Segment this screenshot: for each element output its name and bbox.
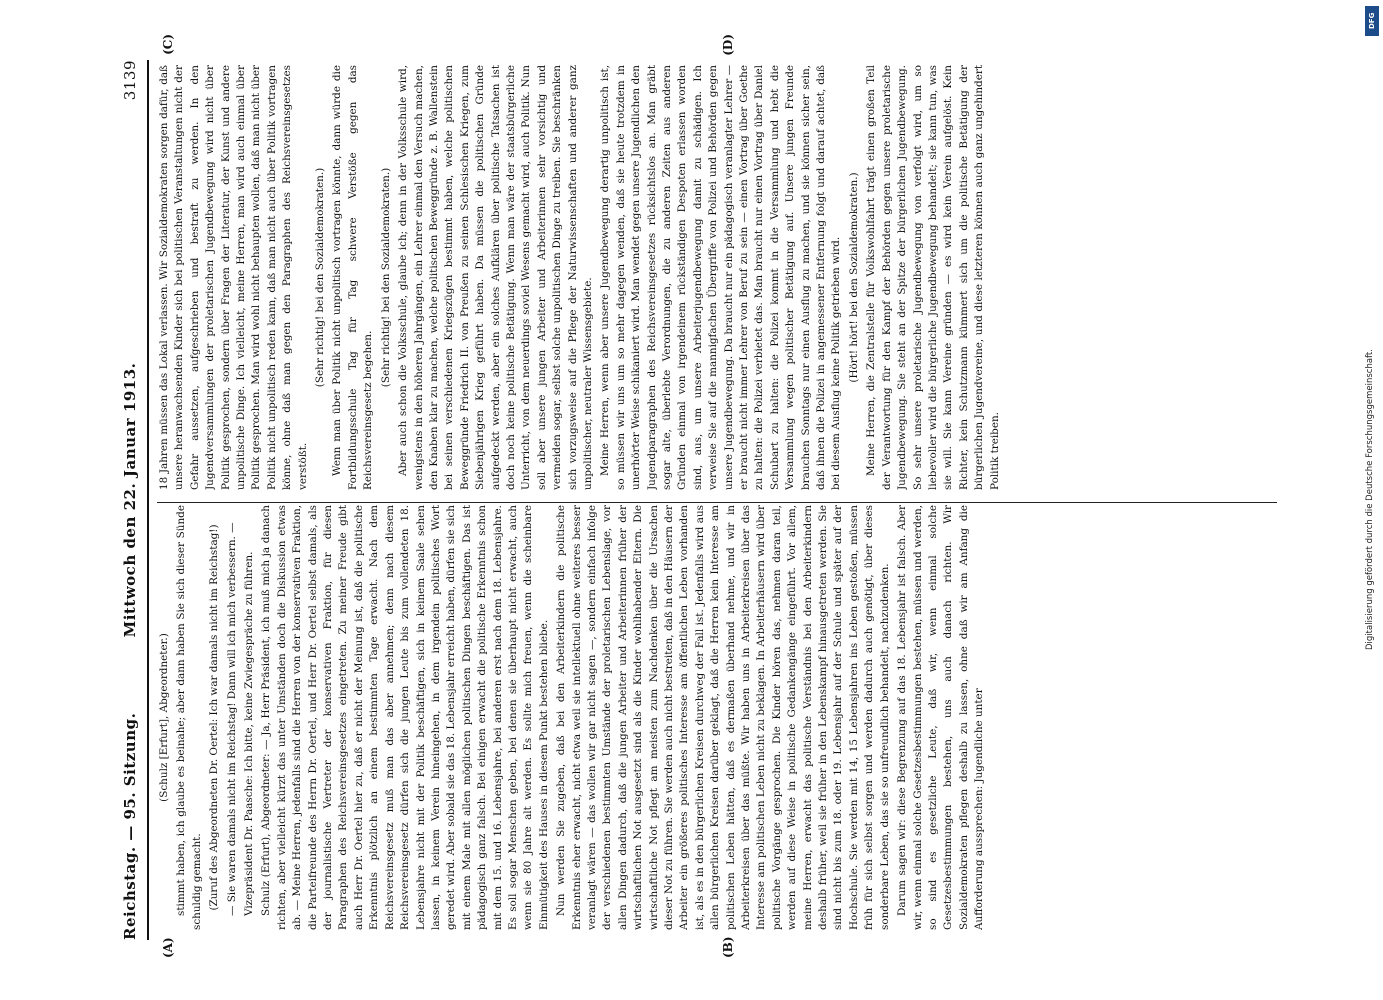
paragraph: (Hört! hört! bei den Sozialdemokraten.) [847, 172, 860, 383]
right-text-column [157, 65, 1277, 490]
dfg-logo: DFG [1365, 6, 1379, 36]
margin-marker-c: (C) [161, 34, 175, 55]
header-date: Mittwoch den 22. Januar 1913. [121, 362, 139, 638]
paragraph: Meine Herren, die Zentralstelle für Volkswohlfahrt trägt einen großen Teil der Verantwortung für den Kampf der Behörden gegen unsere proletarische Jugendbewegung. Sie steht an der Spitze der bürgerlichen Jugendbewegung. So sehr unsere proletarische Jugendbewegung von verfolgt wird, um so liebevoller wird die bürgerliche Jugendbewegung behandelt; sie kann tun, was sie will. Sie kann Vereine gründen — es wird kein Verein aufgelöst. Kein Richter, kein Schutzmann kümmert sich um die politische Betätigung der bürgerlichen Jugendvereine, und diese letzteren können auch ganz ungehindert Politik treiben. [865, 65, 1001, 490]
paragraph: Vizepräsident Dr. Paasche: Ich bitte, keine Zwiegespräche zu führen. [243, 551, 256, 916]
rotated-page [81, 30, 1301, 970]
paragraph: 18 Jahren müssen das Lokal verlassen. Wir Sozialdemokraten sorgen dafür, daß unsere heranwachsenden Kinder sich bei politischen Veranstaltungen nicht der Gefahr aussetzen, aufgeschrieben und bestraft zu werden. In den Jugendversammlungen der proletarischen Jugendbewegung wird nicht über Politik gesprochen, sondern über Fragen der Literatur, der Kunst und andere unpolitische Dinge. Ich vielleicht, meine Herren, man wird auch einmal über Politik gesprochen. Man wird wohl nicht behaupten wollen, daß man nicht über Politik nicht unpolitisch reden kann, daß man nicht auch über Politik vortragen könne, ohne daß man gegen den Paragraphen des Reichsvereinsgesetzes verstößt. [158, 65, 309, 490]
paragraph: (Zuruf des Abgeordneten Dr. Oertel: Ich war damals nicht im Reichstag!) [208, 524, 221, 911]
header-left: Reichstag. — 95. Sitzung. [121, 712, 139, 940]
paragraph: (Sehr richtig! bei den Sozialdemokraten.) [379, 167, 392, 388]
paragraph: (Sehr richtig! bei den Sozialdemokraten.) [314, 167, 327, 388]
column-divider [157, 502, 1277, 503]
paragraph: Schulz (Erfurt), Abgeordneter: — Ja, Herr Präsident, ich muß mich ja danach richten, aber vielleicht kürzt das unter Umständen doch die Diskussion etwas ab. — Meine Herren, jedenfalls sind die Herren von der konservativen Fraktion, die Parteifreunde des Herrn Dr. Oertel, und Herr Dr. Oertel selbst damals, als der journalistische Vertreter der konservativen Fraktion, für diesen Paragraphen des Reichsvereinsgesetzes eingetreten. Zu meiner Freude gibt auch Herr Dr. Oertel hier zu, daß er nicht der Meinung ist, daß die politische Erkenntnis plötzlich an einem bestimmten Tage erwacht. Nach dem Reichsvereinsgesetz muß man das aber annehmen; denn nach diesem Reichsvereinsgesetz dürfen sich die jungen Leute bis zum vollendeten 18. Lebensjahre nicht mit der Politik beschäftigen, sich in keinem Saale sehen lassen, in keinem Verein hineingehen, in dem irgendein politisches Wort geredet wird. Aber sobald sie das 18. Lebensjahr erreicht haben, dürfen sie sich mit einem Male mit allen möglichen politischen Dingen beschäftigen. Das ist pädagogisch ganz falsch. Bei einigen erwacht die politische Erkenntnis schon mit dem 15. und 16. Lebensjahre, bei anderen erst nach dem 18. Lebensjahre. Es soll sogar Menschen geben, bei denen sie überhaupt nicht erwacht, auch wenn sie 80 Jahre alt werden. Es sollte mich freuen, wenn die scheinbare Einmütigkeit des Hauses in diesem Punkt bestehen bliebe. [260, 505, 550, 930]
header-rule [147, 60, 149, 940]
paragraph: Nun werden Sie zugeben, daß bei den Arbeiterkindern die politische Erkenntnis eher erwacht, nicht etwa weil sie intellektuell ohne weiteres besser veranlagt wären — das wollen wir gar nicht sagen —, sondern einfach infolge der verschiedenen bestimmten Umstände der proletarischen Lebenslage, vor allen Dingen dadurch, daß die jungen Arbeiter und Arbeiterinnen früher der wirtschaftlichen Not ausgesetzt sind als die Kinder wohlhabender Eltern. Die wirtschaftliche Not pflegt am meisten zum Nachdenken über die Ursachen dieser Not zu führen. Sie werden auch nicht bestreiten, daß in den Häusern der Arbeiter ein größeres politisches Interesse am öffentlichen Leben vorhanden ist, als es in den bürgerlichen Kreisen durchweg der Fall ist. Jedenfalls wird aus allen bürgerlichen Kreisen darüber geklagt, daß die Herren kein Interesse am politischen Leben hätten, daß es dermaßen überhand nehme, und wir in Arbeiterkreisen über das müßte. Wir haben uns in Arbeiterkreisen über das Interesse am politischen Leben nicht zu beklagen. In Arbeiterhäusern wird über politische Vorgänge gesprochen. Die Kinder hören das, nehmen daran teil, werden auf diese Weise in politische Gedankengänge eingeführt. Vor allem, meine Herren, erwacht das politische Verständnis bei den Arbeiterkindern deshalb früher, weil sie früher in den Lebenskampf hinausgetreten werden. Sie sind nicht bis zum 18. oder 19. Lebensjahr auf der Schule und später auf der Hochschule. Sie werden mit 14, 15 Lebensjahren ins Leben gestoßen, müssen früh für sich selbst sorgen und werden dadurch auch genötigt, über dieses sonderbare Leben, das sie so unfreundlich behandelt, nachzudenken. [555, 505, 891, 930]
paragraph: — Sie waren damals nicht im Reichstag! Dann will ich mich verbessern. — [225, 522, 238, 916]
paragraph: Meine Herren, wenn aber unsere Jugendbewegung derartig unpolitisch ist, so müssen wir uns um so mehr dagegen wenden, daß sie heute trotzdem in unerhörter Weise schikaniert wird. Man wendet gegen unsere Jugendlichen den Jugendparagraphen des Reichsvereinsgesetzes rücksichtslos an. Man gräbt sogar alte, überlebte Verordnungen, die zu anderen Zeiten aus anderen Gründen einmal von irgendeinem rückständigen Despoten erlassen worden sind, aus, um unsere Arbeiterjugendbewegung damit zu schädigen. Ich verweise Sie auf die mannigfachen Übergriffe von Polizei und Behörden gegen unsere Jugendbewegung. Da braucht nur ein pädagogisch veranlagter Lehrer — er braucht nicht immer Lehrer von Beruf zu sein — einen Vortrag über Goethe zu halten: die Polizei verbietet das. Man braucht nur einen Vortrag über Daniel Schubart zu halten: die Polizei kommt in die Versammlung und hebt die Versammlung wegen politischer Betätigung auf. Unsere jungen Freunde brauchen Sonntags nur einen Ausflug zu machen, und sie können sicher sein, daß ihnen die Polizei in angemessener Entfernung folgt und darauf achtet, daß bei diesem Ausflug keine Politik getrieben wird. [599, 65, 843, 490]
paragraph: (Schulz [Erfurt], Abgeordneter.) [158, 633, 170, 802]
margin-marker-d: (D) [721, 34, 735, 56]
margin-marker-a: (A) [161, 937, 175, 958]
paragraph: stimmt haben, ich glaube es beinahe; aber dann haben Sie sich dieser Sünde schuldig gemacht. [175, 505, 203, 930]
page-number: 3139 [121, 60, 139, 101]
digitization-note: Digitalisierung gefördert durch die Deutsche Forschungsgemeinschaft. [1365, 349, 1375, 651]
paragraph: Darum sagen wir: diese Begrenzung auf das 18. Lebensjahr ist falsch. Aber wir, wenn einmal solche Gesetzesbestimmungen bestehen, müssen und werden, so sind es gesetzliche Leute, daß wir, wenn einmal solche Gesetzesbestimmungen bestehen, uns auch danach richten. Wir Sozialdemokraten pflegen deshalb zu lassen, ohne daß wir am Anfang die Aufforderung aussprechen: Jugendliche unter [896, 505, 986, 930]
page-header [121, 60, 143, 940]
left-text-column [157, 505, 1277, 930]
paragraph: Aber auch schon die Volksschule, glaube ich; denn in der Volksschule wird, wenigstens in den höheren Jahrgängen, ein Lehrer einmal den Versuch machen, den Knaben klar zu machen, welche politischen Beweggründe z. B. Wallenstein bei seinen verschiedenen Kriegszügen bestimmt haben, welche politischen Beweggründe Friedrich II. von Preußen zu seinen Schlesischen Kriegen, zum Siebenjährigen Krieg geführt haben. Da müssen die politischen Gründe aufgedeckt werden, aber ein solches Aufklären über politische Tatsachen ist doch noch keine politische Betätigung. Wenn man wäre der staatsbürgerliche Unterricht, von dem neuerdings soviel Wesens gemacht wird, auch Politik. Nun soll aber unsere jungen Arbeiter und Arbeiterinnen sehr vorsichtig und vermeiden sogar, selbst solche unpolitischen Dinge zu treiben. Sie beschränken sich vorzugsweise auf die Pflege der Naturwissenschaften und anderer ganz unpolitischer, neutraler Wissensgebiete. [397, 65, 594, 490]
margin-marker-b: (B) [721, 936, 735, 958]
paragraph: Wenn man über Politik nicht unpolitisch vortragen könnte, dann würde die Fortbildungsschule Tag für Tag schwere Verstöße gegen das Reichsvereinsgesetz begehen. [331, 65, 375, 490]
